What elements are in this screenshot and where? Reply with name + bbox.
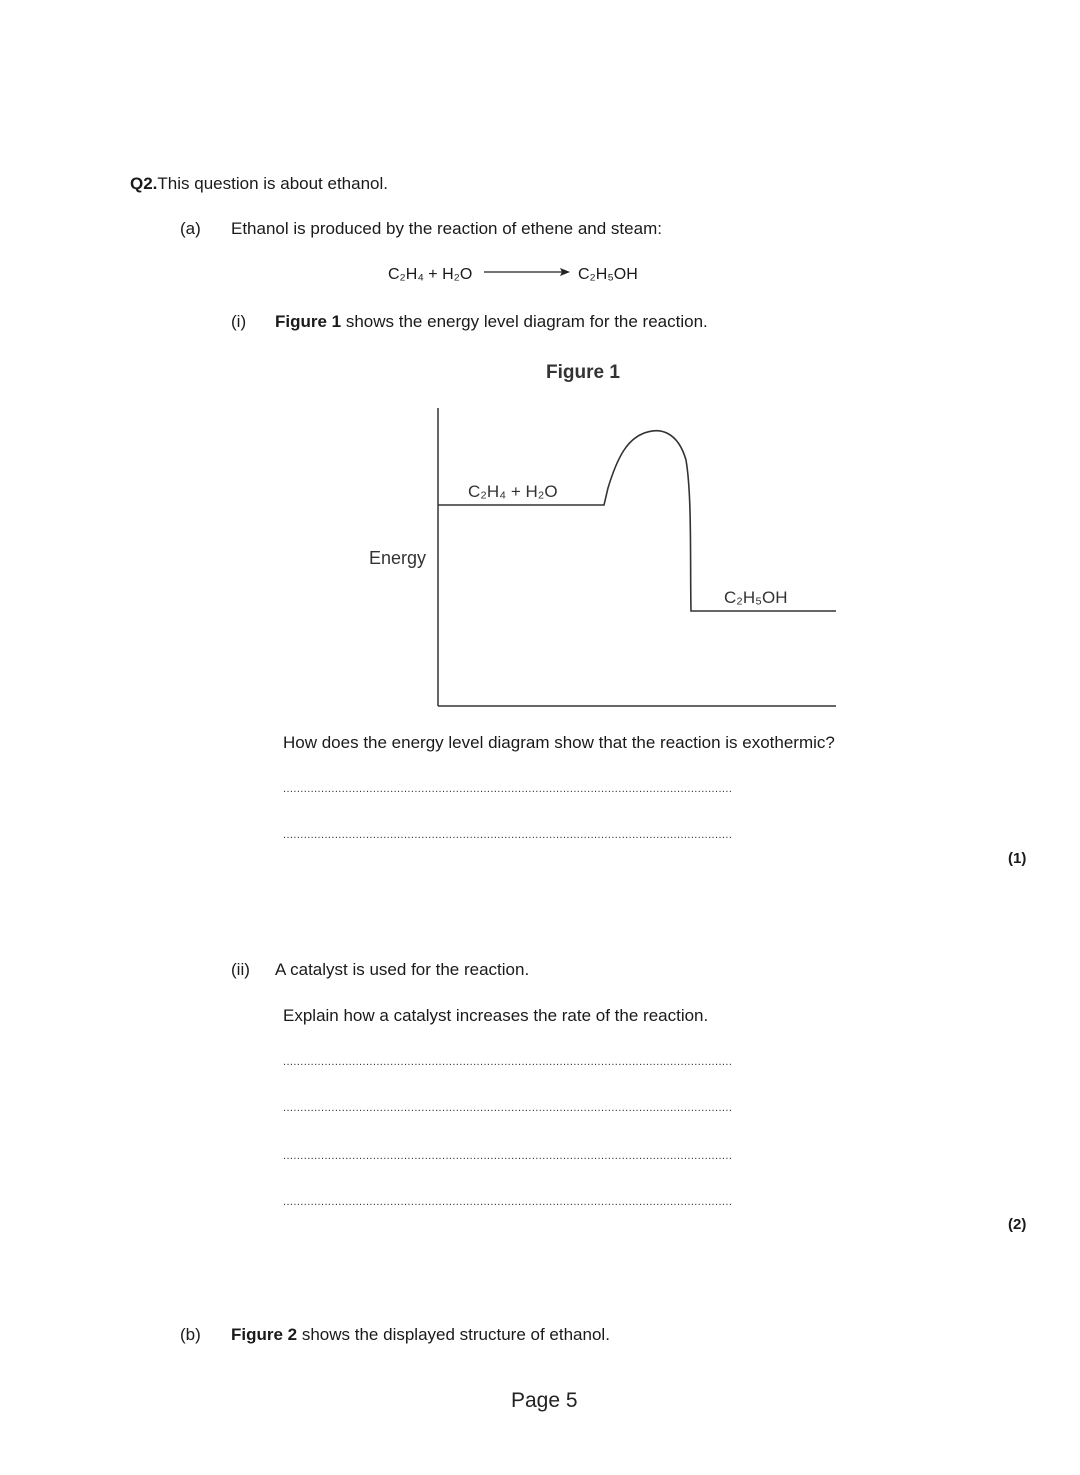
question-number: Q2. <box>130 174 158 193</box>
sub-ii-text: A catalyst is used for the reaction. <box>275 960 530 979</box>
part-a-text: Ethanol is produced by the reaction of ethene and steam: <box>231 219 662 238</box>
answer-line[interactable]: .................................................................................................................................. <box>283 1056 733 1068</box>
figure-1-ref: Figure 1 <box>275 312 342 331</box>
part-b-label: (b) <box>180 1325 201 1344</box>
answer-line[interactable]: .................................................................................................................................. <box>283 1102 733 1114</box>
question-intro: This question is about ethanol. <box>157 174 389 193</box>
sub-i-question: How does the energy level diagram show that the reaction is exothermic? <box>283 733 835 752</box>
sub-i-text: Figure 1 shows the energy level diagram for the reaction. <box>275 312 708 331</box>
answer-line[interactable]: .................................................................................................................................. <box>283 1150 733 1162</box>
reaction-profile-curve <box>438 431 836 611</box>
energy-level-diagram <box>360 400 850 715</box>
marks-badge: (2) <box>1008 1216 1027 1233</box>
energy-axis-label: Energy <box>369 548 427 568</box>
part-a-label: (a) <box>180 219 201 238</box>
marks-badge: (1) <box>1008 850 1027 867</box>
products-level-label: C₂H₅OH <box>724 588 788 607</box>
equation-products: C₂H₅OH <box>578 266 638 283</box>
figure-1-title: Figure 1 <box>546 362 620 383</box>
reactants-level-label: C₂H₄ + H₂O <box>468 482 558 501</box>
figure-2-ref: Figure 2 <box>231 1325 298 1344</box>
question-header <box>130 174 388 194</box>
sub-ii-label: (ii) <box>231 960 250 979</box>
answer-line[interactable]: .................................................................................................................................. <box>283 829 733 841</box>
equation-reactants: C₂H₄ + H₂O <box>388 266 473 283</box>
sub-ii-question: Explain how a catalyst increases the rate of the reaction. <box>283 1006 709 1025</box>
sub-i-label: (i) <box>231 312 247 331</box>
page-number: Page 5 <box>511 1389 578 1412</box>
answer-line[interactable]: .................................................................................................................................. <box>283 1196 733 1208</box>
answer-line[interactable]: .................................................................................................................................. <box>283 783 733 795</box>
reaction-arrow-icon <box>484 266 570 278</box>
part-b-text: Figure 2 shows the displayed structure of ethanol. <box>231 1325 610 1344</box>
